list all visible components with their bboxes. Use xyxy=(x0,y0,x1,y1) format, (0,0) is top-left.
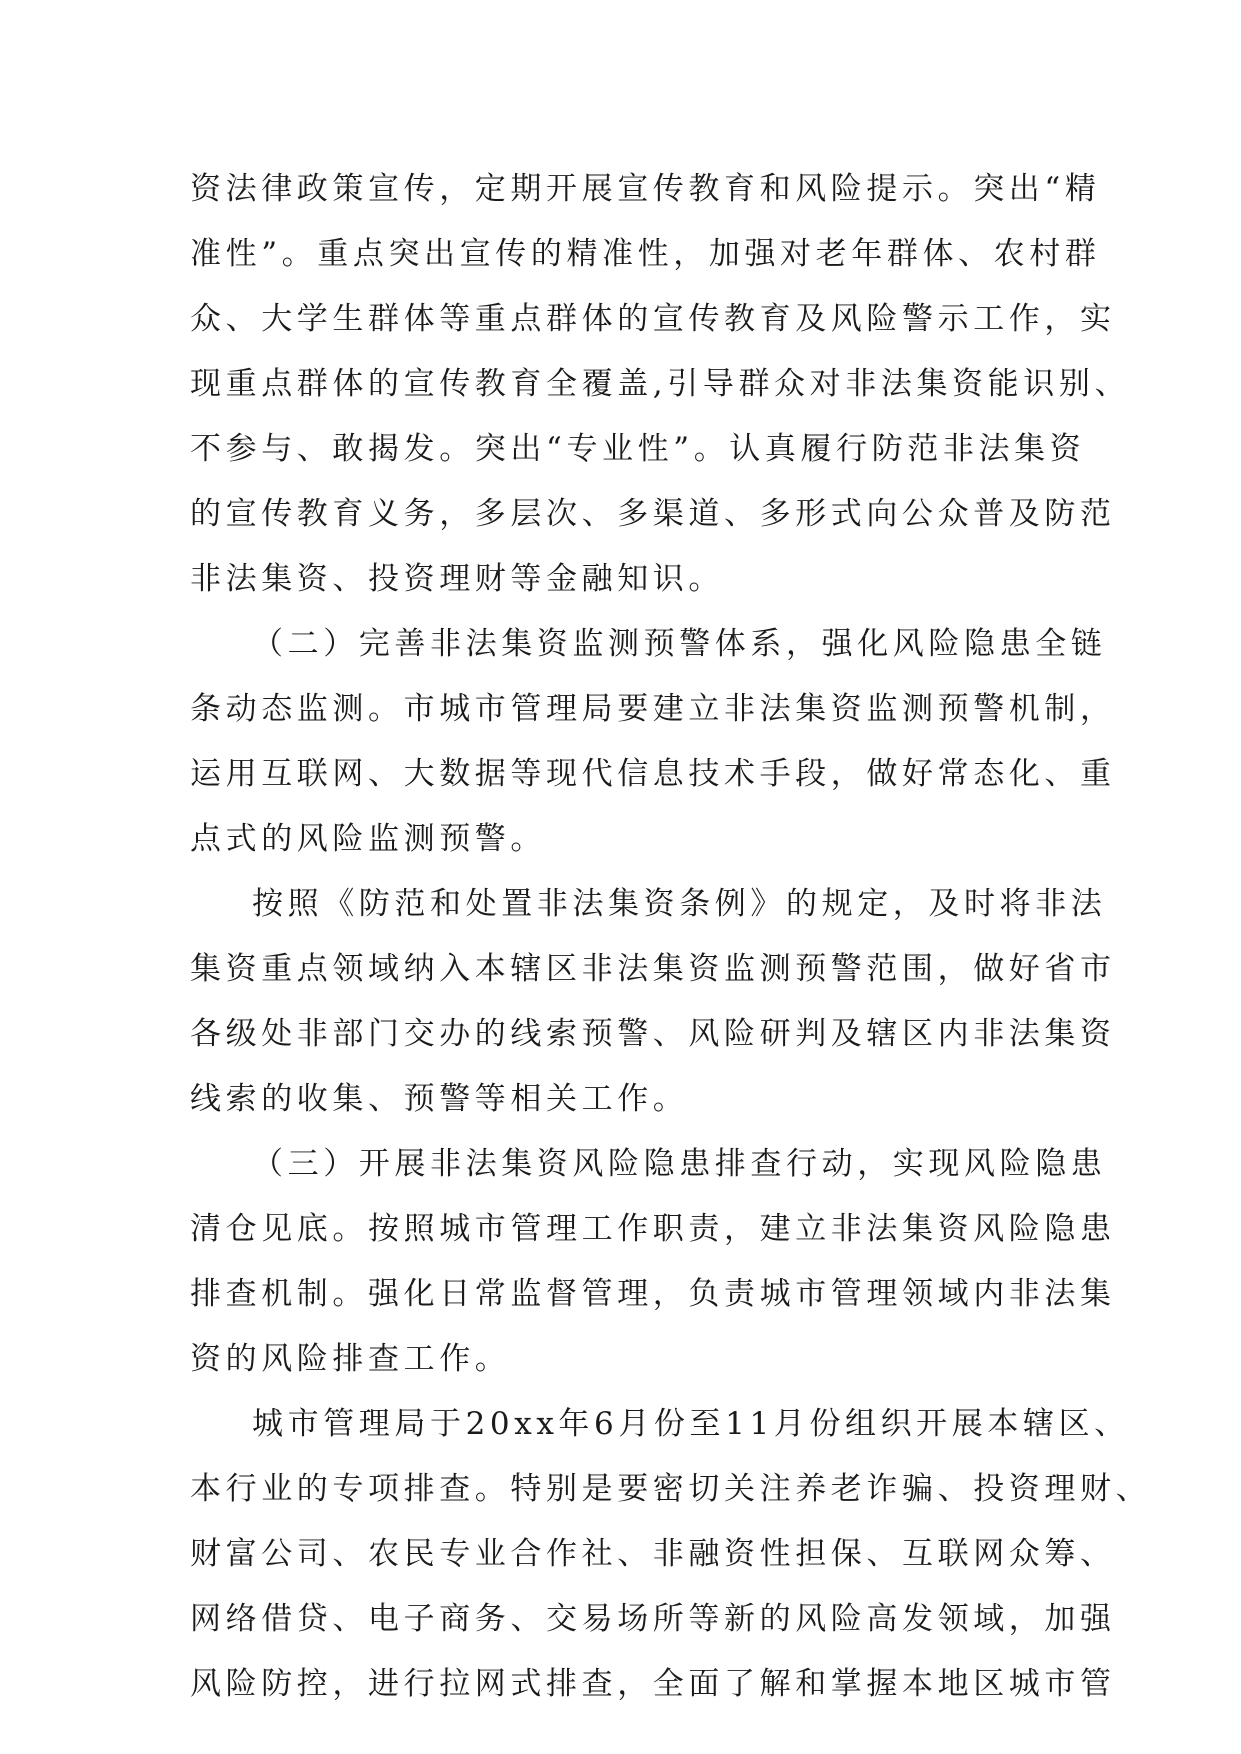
text-line: 线索的收集、预警等相关工作。 xyxy=(190,1081,689,1117)
text-line: 的宣传教育义务，多层次、多渠道、多形式向公众普及防范 xyxy=(190,496,1116,532)
text-line: 集资重点领域纳入本辖区非法集资监测预警范围，做好省市 xyxy=(190,951,1116,987)
text-line: 现重点群体的宣传教育全覆盖,引导群众对非法集资能识别、 xyxy=(190,366,1131,402)
body-text xyxy=(190,157,1152,1717)
text-line: 点式的风险监测预警。 xyxy=(190,821,546,857)
text-line: 资法律政策宣传，定期开展宣传教育和风险提示。突出“精 xyxy=(190,171,1101,207)
text-line: 清仓见底。按照城市管理工作职责，建立非法集资风险隐患 xyxy=(190,1211,1116,1247)
text-line: 准性”。重点突出宣传的精准性，加强对老年群体、农村群 xyxy=(190,236,1101,272)
text-line: 排查机制。强化日常监督管理，负责城市管理领域内非法集 xyxy=(190,1276,1116,1312)
text-line: 运用互联网、大数据等现代信息技术手段，做好常态化、重 xyxy=(190,756,1116,792)
text-line: 资的风险排查工作。 xyxy=(190,1341,511,1377)
text-line: 非法集资、投资理财等金融知识。 xyxy=(190,561,724,597)
text-line: 财富公司、农民专业合作社、非融资性担保、互联网众筹、 xyxy=(190,1536,1116,1572)
text-line: 城市管理局于20xx年6月份至11月份组织开展本辖区、 xyxy=(252,1406,1130,1442)
text-line: 众、大学生群体等重点群体的宣传教育及风险警示工作，实 xyxy=(190,301,1116,337)
text-line: （二）完善非法集资监测预警体系，强化风险隐患全链 xyxy=(252,626,1107,662)
text-line: （三）开展非法集资风险隐患排查行动，实现风险隐患 xyxy=(252,1146,1107,1182)
text-line: 本行业的专项排查。特别是要密切关注养老诈骗、投资理财、 xyxy=(190,1471,1152,1507)
text-line: 条动态监测。市城市管理局要建立非法集资监测预警机制， xyxy=(190,691,1116,727)
text-line: 各级处非部门交办的线索预警、风险研判及辖区内非法集资 xyxy=(190,1016,1116,1052)
text-line: 不参与、敢揭发。突出“专业性”。认真履行防范非法集资 xyxy=(190,431,1086,467)
text-line: 网络借贷、电子商务、交易场所等新的风险高发领域，加强 xyxy=(190,1601,1116,1637)
text-line: 风险防控，进行拉网式排查，全面了解和掌握本地区城市管 xyxy=(190,1666,1116,1702)
text-line: 按照《防范和处置非法集资条例》的规定，及时将非法 xyxy=(252,886,1107,922)
